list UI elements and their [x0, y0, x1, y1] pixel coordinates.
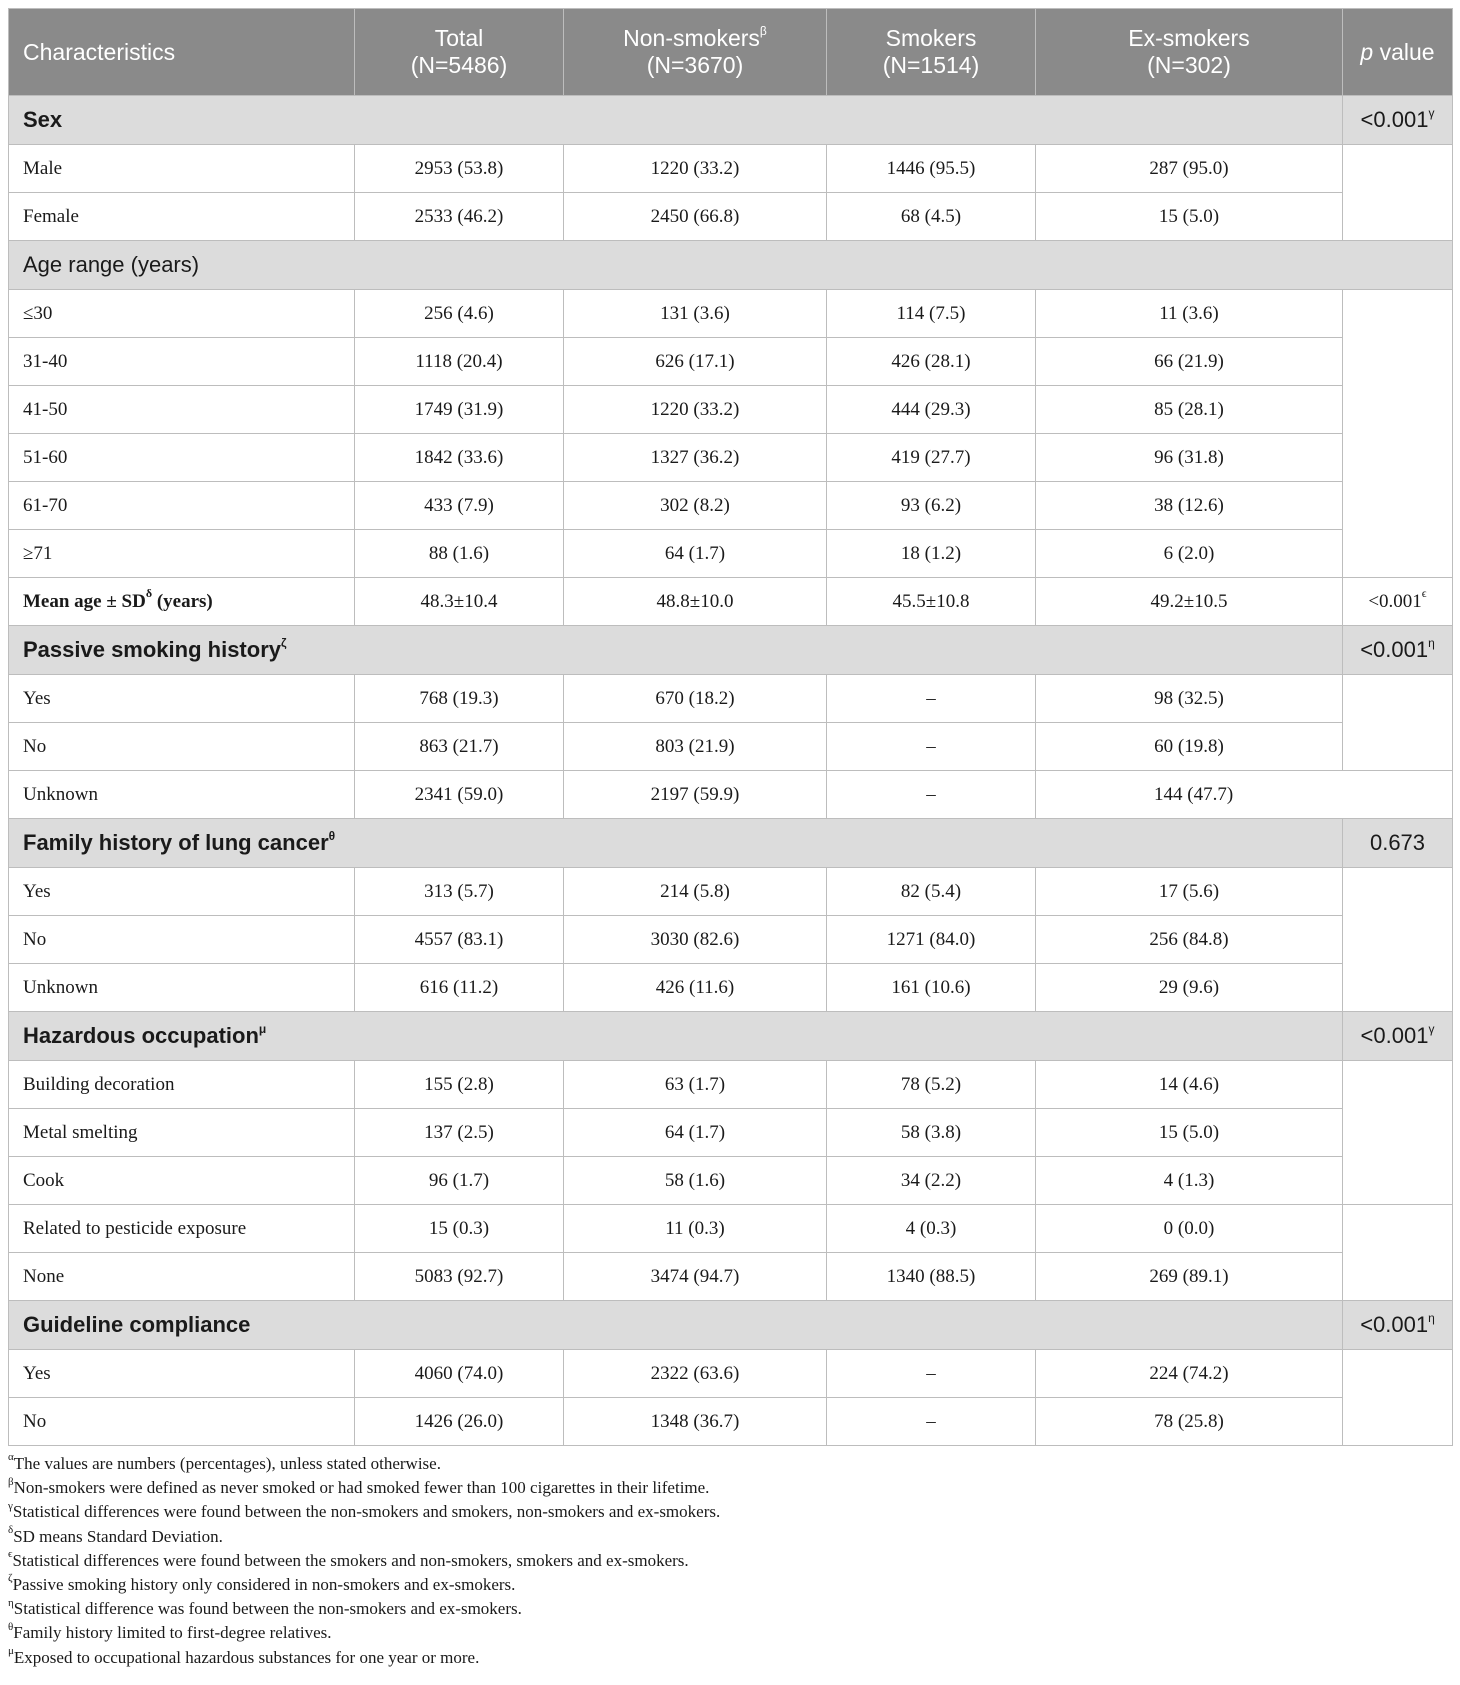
row-label: No [9, 916, 355, 964]
cell-smokers: 161 (10.6) [827, 964, 1036, 1012]
cell-exsmokers: 78 (25.8) [1036, 1398, 1343, 1446]
characteristics-table [8, 8, 1453, 1446]
header-nonsmokers: Non-smokers$^\beta$ (N=3670) [564, 9, 827, 96]
cell-nonsmokers: 1220 (33.2) [564, 145, 827, 193]
row-label: Metal smelting [9, 1109, 355, 1157]
footnote: $^\gamma$Statistical differences were found between the non-smokers and smokers, non-smokers and ex-smokers. [8, 1499, 721, 1522]
table-row [9, 723, 1453, 771]
footnote: $^\epsilon$Statistical differences were found between the smokers and non-smokers, smokers and ex-smokers. [8, 1548, 689, 1570]
row-label: No [9, 723, 355, 771]
row-label: 51-60 [9, 434, 355, 482]
footnote: $^\beta$Non-smokers were defined as never smoked or had smoked fewer than 100 cigarettes in their lifetime. [8, 1475, 710, 1498]
row-label: Cook [9, 1157, 355, 1205]
cell-nonsmokers: 214 (5.8) [564, 868, 827, 916]
cell-total: 1426 (26.0) [355, 1398, 564, 1446]
table-container [8, 8, 1452, 1670]
cell-nonsmokers: 48.8±10.0 [564, 578, 827, 626]
table-row [9, 290, 1453, 338]
cell-total: 155 (2.8) [355, 1061, 564, 1109]
cell-exsmokers: 4 (1.3) [1036, 1157, 1343, 1205]
cell-exsmokers: 11 (3.6) [1036, 290, 1343, 338]
cell-exsmokers: 15 (5.0) [1036, 1109, 1343, 1157]
cell-exsmokers: 6 (2.0) [1036, 530, 1343, 578]
table-row [9, 1109, 1453, 1157]
cell-total: 5083 (92.7) [355, 1253, 564, 1301]
cell-nonsmokers: 64 (1.7) [564, 1109, 827, 1157]
cell-total: 137 (2.5) [355, 1109, 564, 1157]
cell-smokers: 114 (7.5) [827, 290, 1036, 338]
table-row [9, 530, 1453, 578]
cell-exsmokers: 287 (95.0) [1036, 145, 1343, 193]
cell-exsmokers: 224 (74.2) [1036, 1350, 1343, 1398]
cell-nonsmokers: 426 (11.6) [564, 964, 827, 1012]
cell-nonsmokers: 1327 (36.2) [564, 434, 827, 482]
cell-exsmokers: 17 (5.6) [1036, 868, 1343, 916]
footnote: $^\zeta$Passive smoking history only considered in non-smokers and ex-smokers. [8, 1572, 516, 1595]
table-row [9, 1398, 1453, 1446]
cell-nonsmokers: 3030 (82.6) [564, 916, 827, 964]
section-label: Family history of lung cancer$^\theta$ [9, 819, 1343, 868]
cell-nonsmokers: 11 (0.3) [564, 1205, 827, 1253]
cell-smokers: 419 (27.7) [827, 434, 1036, 482]
cell-p-empty [1343, 290, 1453, 578]
section-age [9, 241, 1453, 290]
row-label: Mean age ± $SD^\delta$ (years) [9, 578, 355, 626]
cell-total: 2341 (59.0) [355, 771, 564, 819]
table-row [9, 1157, 1453, 1205]
row-label: None [9, 1253, 355, 1301]
table-row [9, 868, 1453, 916]
cell-total: 1118 (20.4) [355, 338, 564, 386]
row-label: Yes [9, 868, 355, 916]
cell-p-empty [1343, 145, 1453, 241]
cell-smokers: 82 (5.4) [827, 868, 1036, 916]
cell-nonsmokers: 3474 (94.7) [564, 1253, 827, 1301]
cell-total: 15 (0.3) [355, 1205, 564, 1253]
header-exsmokers: Ex-smokers (N=302) [1036, 9, 1343, 96]
cell-smokers: – [827, 771, 1036, 819]
row-label: ≥71 [9, 530, 355, 578]
cell-smokers: 426 (28.1) [827, 338, 1036, 386]
cell-nonsmokers: 64 (1.7) [564, 530, 827, 578]
cell-exsmokers: 29 (9.6) [1036, 964, 1343, 1012]
table-row [9, 1350, 1453, 1398]
cell-total: 4557 (83.1) [355, 916, 564, 964]
table-row [9, 1253, 1453, 1301]
row-label: ≤30 [9, 290, 355, 338]
cell-smokers: 444 (29.3) [827, 386, 1036, 434]
cell-nonsmokers: 2197 (59.9) [564, 771, 827, 819]
section-hazardous-occupation [9, 1012, 1453, 1061]
table-row [9, 675, 1453, 723]
table-row [9, 338, 1453, 386]
row-label: 61-70 [9, 482, 355, 530]
section-family-history [9, 819, 1453, 868]
section-label: Age range (years) [9, 241, 1453, 290]
cell-total: 863 (21.7) [355, 723, 564, 771]
cell-smokers: – [827, 1398, 1036, 1446]
p-value: $<0.001^\gamma$ [1343, 1012, 1453, 1061]
cell-exsmokers: 66 (21.9) [1036, 338, 1343, 386]
section-passive-smoking [9, 626, 1453, 675]
cell-smokers: – [827, 1350, 1036, 1398]
cell-total: 2533 (46.2) [355, 193, 564, 241]
cell-total: 433 (7.9) [355, 482, 564, 530]
cell-nonsmokers: 1220 (33.2) [564, 386, 827, 434]
p-value: $<0.001^\gamma$ [1343, 96, 1453, 145]
cell-nonsmokers: 58 (1.6) [564, 1157, 827, 1205]
row-label: Unknown [9, 771, 355, 819]
cell-exsmokers: 0 (0.0) [1036, 1205, 1343, 1253]
p-value: $<0.001^\epsilon$ [1343, 578, 1453, 626]
cell-exsmokers: 144 (47.7) [1036, 771, 1453, 819]
p-value: $<0.001^\eta$ [1343, 1301, 1453, 1350]
table-row [9, 1061, 1453, 1109]
section-label: Hazardous occupation$^\mu$ [9, 1012, 1343, 1061]
header-p-value: p value [1343, 9, 1453, 96]
cell-nonsmokers: 626 (17.1) [564, 338, 827, 386]
cell-smokers: 93 (6.2) [827, 482, 1036, 530]
cell-smokers: 4 (0.3) [827, 1205, 1036, 1253]
cell-smokers: 45.5±10.8 [827, 578, 1036, 626]
cell-total: 2953 (53.8) [355, 145, 564, 193]
table-row [9, 193, 1453, 241]
table-row [9, 482, 1453, 530]
table-row-mean-age [9, 578, 1453, 626]
cell-exsmokers: 269 (89.1) [1036, 1253, 1343, 1301]
section-guideline-compliance [9, 1301, 1453, 1350]
cell-exsmokers: 14 (4.6) [1036, 1061, 1343, 1109]
cell-nonsmokers: 670 (18.2) [564, 675, 827, 723]
cell-smokers: 68 (4.5) [827, 193, 1036, 241]
table-row [9, 916, 1453, 964]
row-label: 41-50 [9, 386, 355, 434]
row-label: Building decoration [9, 1061, 355, 1109]
p-value: 0.673 [1343, 819, 1453, 868]
cell-nonsmokers: 2450 (66.8) [564, 193, 827, 241]
row-label: Male [9, 145, 355, 193]
section-label: Passive smoking history$^\zeta$ [9, 626, 1343, 675]
cell-smokers: 58 (3.8) [827, 1109, 1036, 1157]
cell-smokers: 1271 (84.0) [827, 916, 1036, 964]
cell-exsmokers: 98 (32.5) [1036, 675, 1343, 723]
cell-smokers: 34 (2.2) [827, 1157, 1036, 1205]
table-row [9, 145, 1453, 193]
footnote: $^\mu$Exposed to occupational hazardous substances for one year or more. [8, 1644, 480, 1667]
footnote: $^\alpha$The values are numbers (percentages), unless stated otherwise. [8, 1451, 441, 1473]
cell-exsmokers: 96 (31.8) [1036, 434, 1343, 482]
cell-p-empty [1343, 868, 1453, 1012]
cell-total: 768 (19.3) [355, 675, 564, 723]
cell-p-empty [1343, 675, 1453, 771]
cell-p-empty [1343, 1205, 1453, 1301]
cell-nonsmokers: 803 (21.9) [564, 723, 827, 771]
cell-nonsmokers: 302 (8.2) [564, 482, 827, 530]
cell-total: 1842 (33.6) [355, 434, 564, 482]
cell-exsmokers: 49.2±10.5 [1036, 578, 1343, 626]
row-label: Yes [9, 1350, 355, 1398]
cell-exsmokers: 60 (19.8) [1036, 723, 1343, 771]
cell-exsmokers: 256 (84.8) [1036, 916, 1343, 964]
footnote: $^\theta$Family history limited to first-degree relatives. [8, 1620, 332, 1643]
cell-total: 88 (1.6) [355, 530, 564, 578]
cell-smokers: – [827, 723, 1036, 771]
footnote: $^\delta$SD means Standard Deviation. [8, 1523, 223, 1546]
cell-total: 616 (11.2) [355, 964, 564, 1012]
cell-nonsmokers: 131 (3.6) [564, 290, 827, 338]
header-smokers: Smokers (N=1514) [827, 9, 1036, 96]
footnote: $^\eta$Statistical difference was found between the non-smokers and ex-smokers. [8, 1596, 522, 1619]
cell-total: 256 (4.6) [355, 290, 564, 338]
cell-total: 4060 (74.0) [355, 1350, 564, 1398]
row-label: Related to pesticide exposure [9, 1205, 355, 1253]
table-row [9, 434, 1453, 482]
row-label: Yes [9, 675, 355, 723]
row-label: Female [9, 193, 355, 241]
p-value: $<0.001^\eta$ [1343, 626, 1453, 675]
cell-nonsmokers: 2322 (63.6) [564, 1350, 827, 1398]
table-row [9, 771, 1453, 819]
cell-smokers: – [827, 675, 1036, 723]
cell-smokers: 1340 (88.5) [827, 1253, 1036, 1301]
cell-total: 96 (1.7) [355, 1157, 564, 1205]
cell-exsmokers: 85 (28.1) [1036, 386, 1343, 434]
cell-p-empty [1343, 1350, 1453, 1446]
cell-total: 313 (5.7) [355, 868, 564, 916]
section-label: Guideline compliance [9, 1301, 1343, 1350]
cell-smokers: 18 (1.2) [827, 530, 1036, 578]
cell-exsmokers: 38 (12.6) [1036, 482, 1343, 530]
table-row [9, 964, 1453, 1012]
cell-nonsmokers: 63 (1.7) [564, 1061, 827, 1109]
table-row [9, 1205, 1453, 1253]
row-label: No [9, 1398, 355, 1446]
cell-total: 48.3±10.4 [355, 578, 564, 626]
table-row [9, 386, 1453, 434]
cell-nonsmokers: 1348 (36.7) [564, 1398, 827, 1446]
cell-smokers: 1446 (95.5) [827, 145, 1036, 193]
header-characteristics: Characteristics [9, 9, 355, 96]
section-label: Sex [9, 96, 1343, 145]
cell-total: 1749 (31.9) [355, 386, 564, 434]
row-label: 31-40 [9, 338, 355, 386]
footnotes [8, 1452, 1452, 1670]
header-total: Total (N=5486) [355, 9, 564, 96]
header-row [9, 9, 1453, 96]
cell-p-empty [1343, 1061, 1453, 1205]
row-label: Unknown [9, 964, 355, 1012]
section-sex [9, 96, 1453, 145]
cell-smokers: 78 (5.2) [827, 1061, 1036, 1109]
cell-exsmokers: 15 (5.0) [1036, 193, 1343, 241]
